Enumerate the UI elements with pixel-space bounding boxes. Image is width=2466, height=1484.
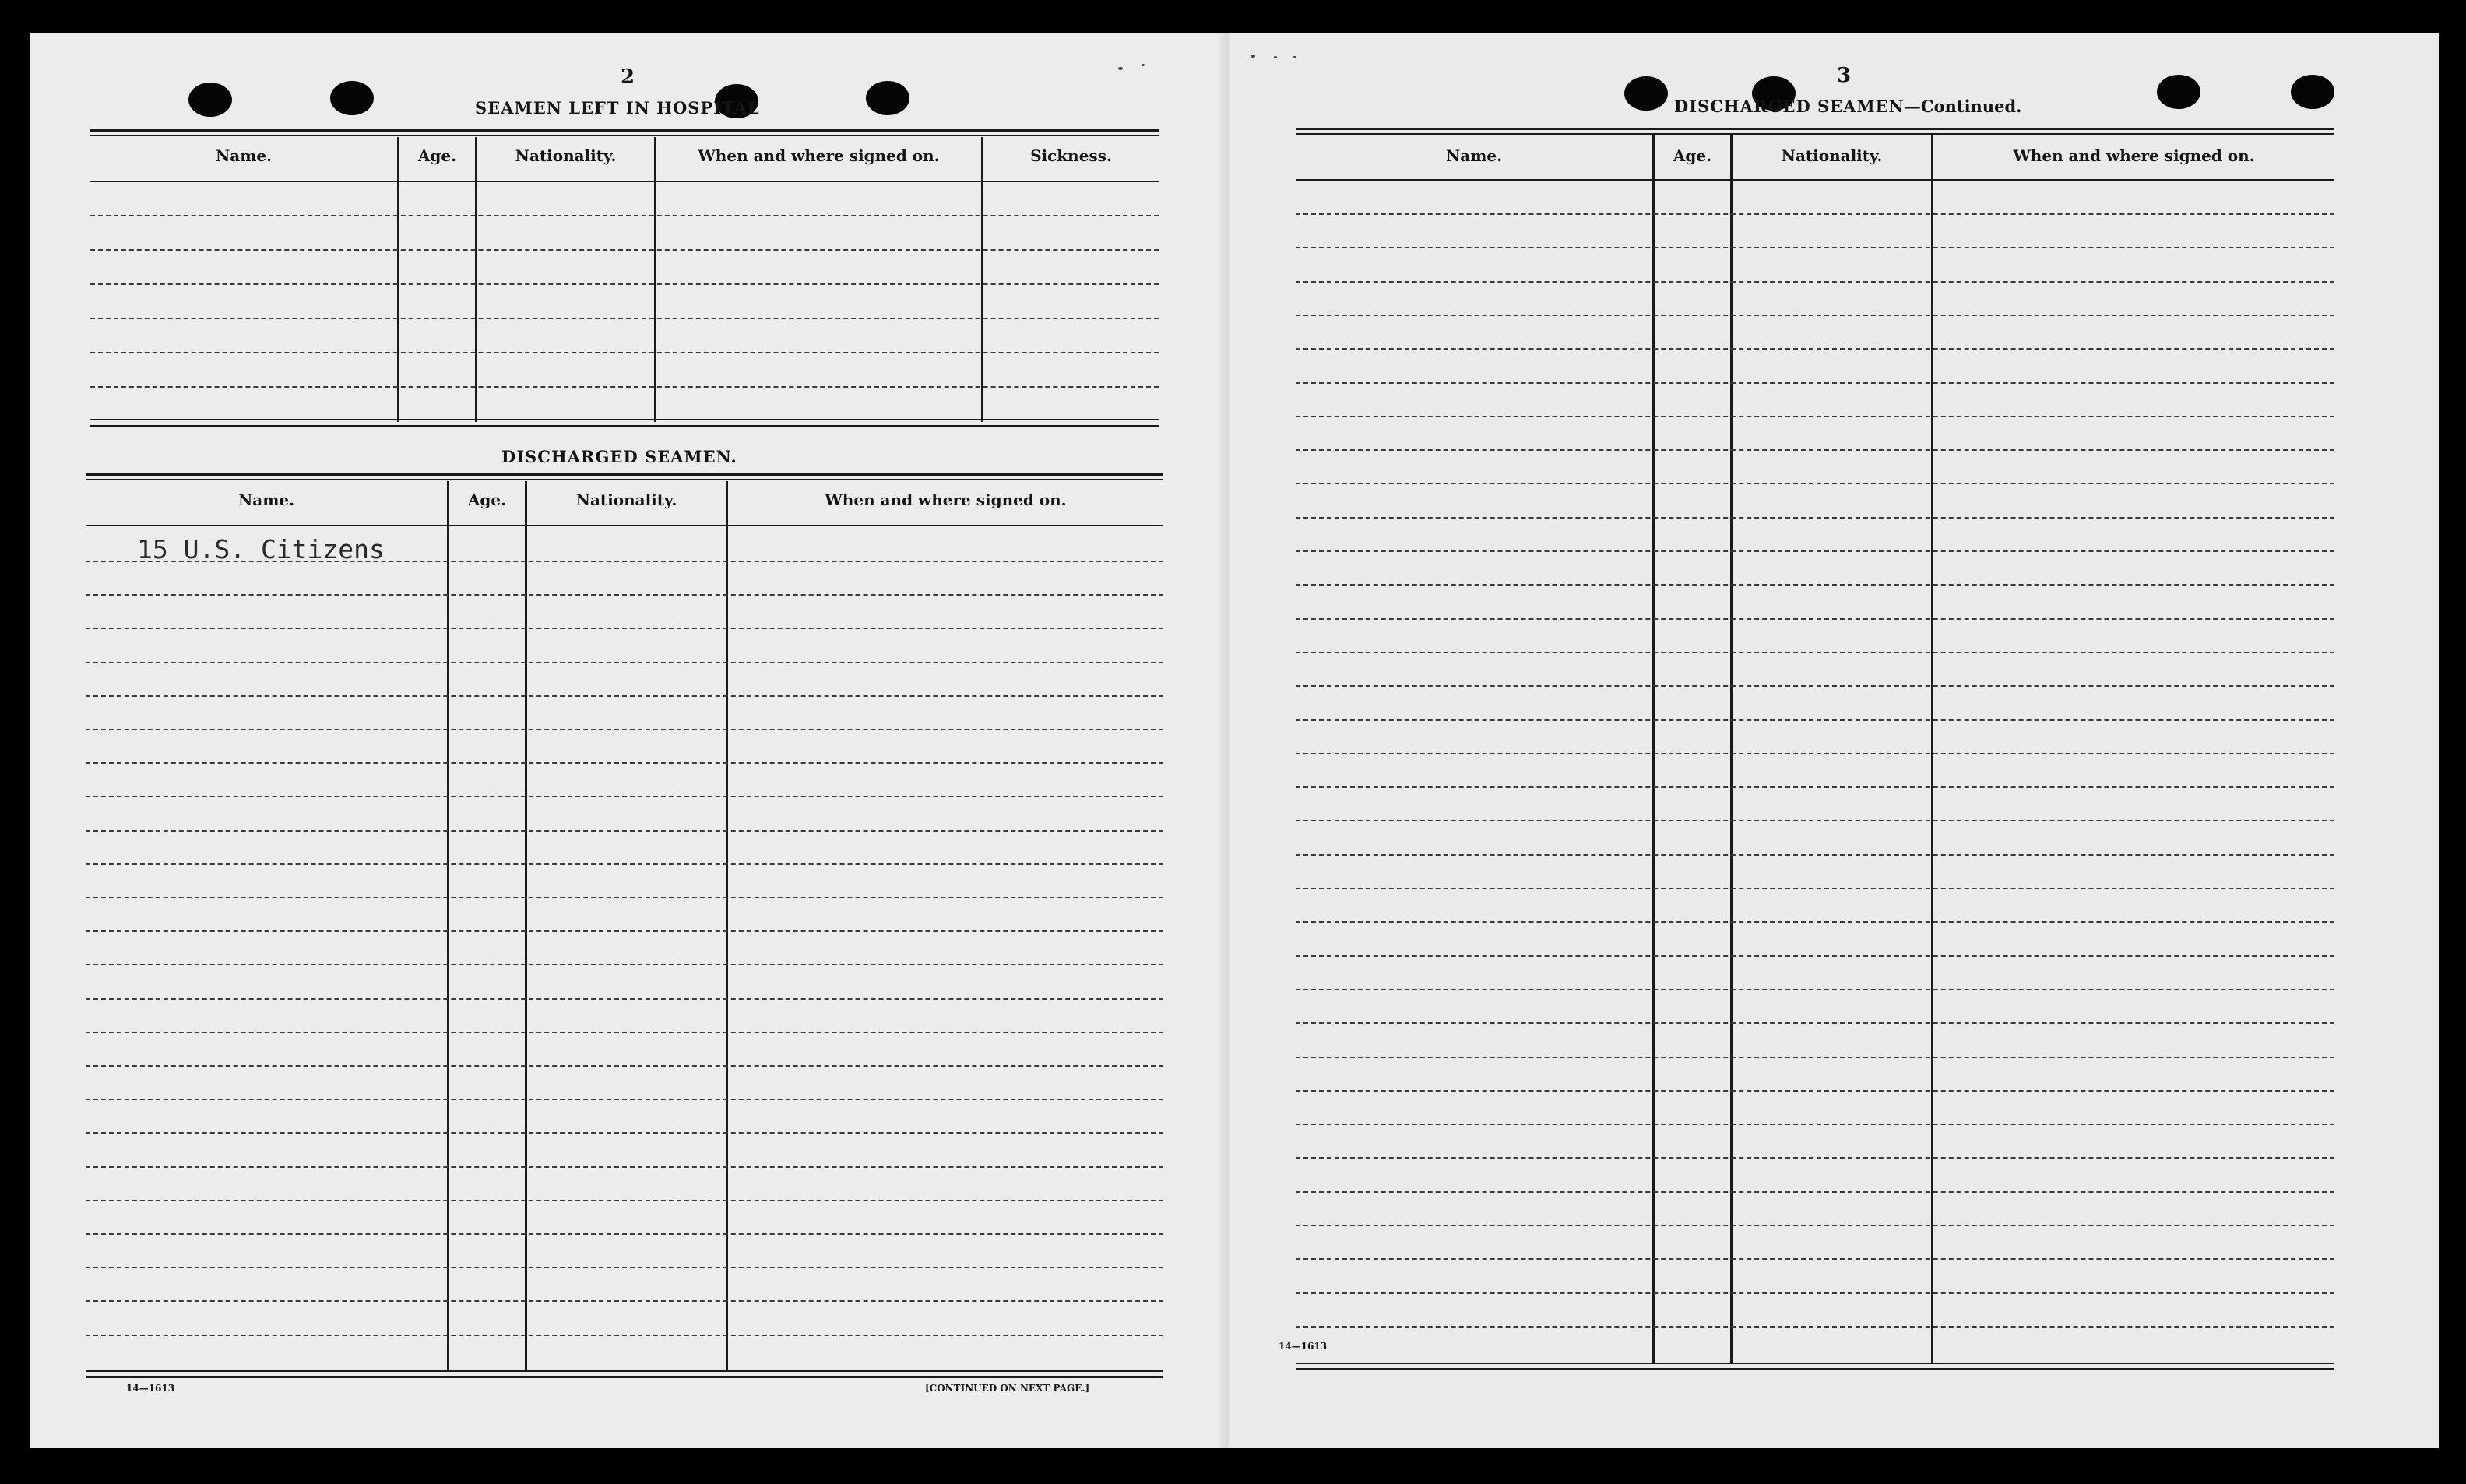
page-number: 3 bbox=[1836, 64, 1852, 87]
ink-speck bbox=[1293, 56, 1296, 58]
table-row bbox=[86, 1233, 1163, 1235]
table-row bbox=[1296, 685, 2334, 687]
table-rule bbox=[1296, 179, 2334, 181]
punch-hole bbox=[1624, 76, 1668, 111]
table-row bbox=[90, 318, 1159, 319]
table-row bbox=[1296, 618, 2334, 620]
discharged-title-text: DISCHARGED SEAMEN bbox=[1674, 97, 1905, 116]
discharged-entry-text: 15 U.S. Citizens bbox=[137, 534, 385, 564]
table-row bbox=[1296, 449, 2334, 451]
column-header-nationality: Nationality. bbox=[575, 491, 677, 509]
table-row bbox=[86, 561, 1163, 562]
table-row bbox=[1296, 989, 2334, 990]
table-row bbox=[1296, 483, 2334, 484]
table-row bbox=[1296, 382, 2334, 384]
punch-hole bbox=[330, 81, 374, 115]
table-row bbox=[86, 998, 1163, 1000]
column-divider bbox=[1931, 135, 1933, 1364]
discharged-section-title: DISCHARGED SEAMEN. bbox=[501, 447, 737, 466]
column-divider bbox=[1730, 135, 1733, 1364]
table-row bbox=[86, 695, 1163, 697]
table-row bbox=[1296, 247, 2334, 248]
continued-suffix: —Continued. bbox=[1904, 97, 2022, 116]
table-rule bbox=[90, 135, 1159, 136]
table-row bbox=[1296, 921, 2334, 923]
table-rule bbox=[1296, 1368, 2334, 1370]
table-row bbox=[86, 628, 1163, 629]
table-row bbox=[86, 1267, 1163, 1268]
column-header-when-where: When and where signed on. bbox=[698, 146, 940, 165]
table-row bbox=[1296, 1225, 2334, 1226]
table-rule bbox=[86, 1376, 1163, 1378]
column-header-nationality: Nationality. bbox=[515, 146, 617, 165]
table-row bbox=[1296, 719, 2334, 721]
table-row bbox=[86, 964, 1163, 965]
table-rule bbox=[86, 479, 1163, 480]
column-header-nationality: Nationality. bbox=[1781, 146, 1883, 165]
table-row bbox=[1296, 786, 2334, 788]
table-row bbox=[1296, 416, 2334, 417]
table-row bbox=[86, 662, 1163, 663]
table-row bbox=[1296, 1057, 2334, 1058]
column-header-age: Age. bbox=[417, 146, 457, 165]
table-row bbox=[86, 594, 1163, 596]
table-row bbox=[1296, 1124, 2334, 1125]
table-row bbox=[90, 283, 1159, 285]
table-row bbox=[1296, 517, 2334, 519]
table-row bbox=[1296, 315, 2334, 316]
table-rule bbox=[86, 473, 1163, 476]
table-row bbox=[1296, 955, 2334, 957]
table-row bbox=[86, 1065, 1163, 1067]
table-rule bbox=[90, 129, 1159, 132]
form-number: 14—1613 bbox=[126, 1383, 175, 1394]
column-divider bbox=[475, 137, 477, 422]
left-page bbox=[30, 33, 1229, 1448]
column-header-name: Name. bbox=[215, 146, 273, 165]
punch-hole bbox=[2291, 75, 2334, 109]
column-divider bbox=[1652, 135, 1655, 1364]
table-row bbox=[90, 249, 1159, 251]
column-divider bbox=[397, 137, 399, 422]
discharged-continued-title bbox=[1674, 97, 2021, 116]
punch-hole bbox=[866, 81, 909, 115]
continued-note: [CONTINUED ON NEXT PAGE.] bbox=[925, 1383, 1090, 1394]
table-row bbox=[86, 1032, 1163, 1033]
column-header-name: Name. bbox=[237, 491, 295, 509]
column-divider bbox=[654, 137, 656, 422]
table-row bbox=[86, 1300, 1163, 1302]
table-rule bbox=[90, 419, 1159, 420]
table-row bbox=[90, 386, 1159, 388]
table-row bbox=[1296, 1090, 2334, 1092]
table-row bbox=[1296, 1022, 2334, 1024]
table-row bbox=[86, 830, 1163, 832]
punch-hole bbox=[188, 83, 232, 117]
column-divider bbox=[726, 481, 728, 1370]
table-row bbox=[1296, 1258, 2334, 1260]
table-row bbox=[86, 1132, 1163, 1134]
table-row bbox=[86, 762, 1163, 764]
column-divider bbox=[447, 481, 449, 1370]
table-row bbox=[1296, 213, 2334, 215]
form-number: 14—1613 bbox=[1279, 1341, 1328, 1352]
table-row bbox=[1296, 854, 2334, 856]
table-row bbox=[86, 1166, 1163, 1168]
column-header-age: Age. bbox=[1673, 146, 1712, 165]
table-row bbox=[86, 796, 1163, 797]
table-row bbox=[90, 215, 1159, 216]
table-rule bbox=[90, 425, 1159, 427]
table-rule bbox=[90, 181, 1159, 182]
column-header-sickness: Sickness. bbox=[1030, 146, 1112, 165]
table-row bbox=[90, 352, 1159, 353]
table-row bbox=[1296, 753, 2334, 754]
table-row bbox=[86, 729, 1163, 730]
table-row bbox=[86, 930, 1163, 932]
table-row bbox=[1296, 1292, 2334, 1294]
ink-speck bbox=[1274, 56, 1277, 58]
table-row bbox=[1296, 888, 2334, 889]
table-row bbox=[86, 1200, 1163, 1201]
table-row bbox=[1296, 348, 2334, 350]
ink-speck bbox=[1118, 67, 1123, 70]
hospital-section-title: SEAMEN LEFT IN HOSPITAL bbox=[475, 98, 760, 118]
table-row bbox=[86, 1335, 1163, 1336]
table-row bbox=[86, 897, 1163, 898]
table-row bbox=[1296, 1191, 2334, 1193]
table-row bbox=[1296, 550, 2334, 552]
table-rule bbox=[86, 525, 1163, 526]
table-row bbox=[86, 1099, 1163, 1100]
page-number: 2 bbox=[620, 65, 635, 89]
column-header-age: Age. bbox=[467, 491, 507, 509]
column-header-name: Name. bbox=[1445, 146, 1503, 165]
right-page bbox=[1229, 33, 2439, 1448]
ink-speck bbox=[1251, 55, 1255, 58]
scanned-document bbox=[30, 33, 2439, 1448]
table-row bbox=[86, 863, 1163, 865]
table-rule bbox=[1296, 1363, 2334, 1364]
table-row bbox=[1296, 281, 2334, 283]
column-divider bbox=[525, 481, 527, 1370]
punch-hole bbox=[2157, 75, 2200, 109]
table-row bbox=[1296, 584, 2334, 586]
table-row bbox=[1296, 820, 2334, 821]
table-rule bbox=[1296, 133, 2334, 135]
table-rule bbox=[86, 1370, 1163, 1372]
table-rule bbox=[1296, 128, 2334, 130]
table-row bbox=[1296, 1157, 2334, 1159]
ink-speck bbox=[1142, 64, 1145, 66]
column-divider bbox=[981, 137, 983, 422]
column-header-when-where: When and where signed on. bbox=[825, 491, 1067, 509]
column-header-when-where: When and where signed on. bbox=[2013, 146, 2255, 165]
table-row bbox=[1296, 652, 2334, 653]
table-row bbox=[1296, 1326, 2334, 1328]
